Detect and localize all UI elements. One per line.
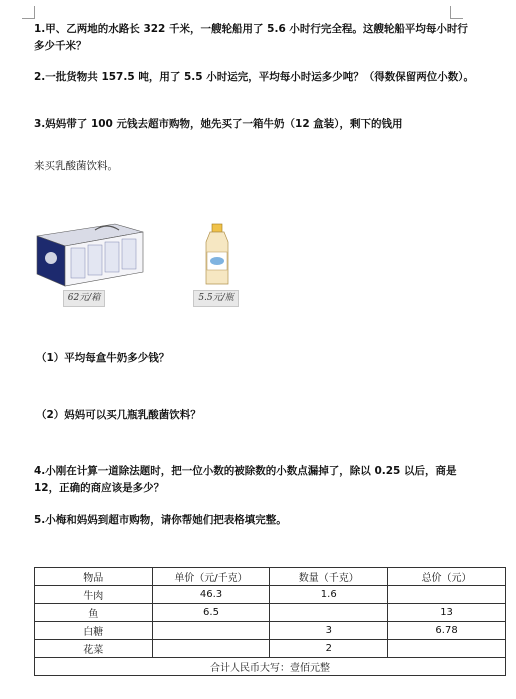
shopping-table <box>34 567 506 676</box>
cell-unit-price: 46.3 <box>152 586 270 604</box>
cell-total[interactable] <box>388 586 506 604</box>
cell-quantity: 3 <box>270 622 388 640</box>
cell-unit-price[interactable] <box>152 640 270 658</box>
question-3-sub-2: （2）妈妈可以买几瓶乳酸菌饮料？ <box>36 409 201 421</box>
header-unit-price: 单价（元/千克） <box>152 568 270 586</box>
drink-price-tag: 5.5元/瓶 <box>193 290 239 307</box>
table-row <box>35 622 506 640</box>
cell-total: 13 <box>388 604 506 622</box>
question-3-line-1: 3.妈妈带了 100 元钱去超市购物，她先买了一箱牛奶（12 盒装），剩下的钱用 <box>34 118 403 130</box>
question-2: 2.一批货物共 157.5 吨，用了 5.5 小时运完，平均每小时运多少吨？（得数保留两位小数）。 <box>34 71 474 83</box>
table-total-footer: 合计人民币大写：壹佰元整 <box>35 658 506 676</box>
milk-box-image <box>35 222 145 288</box>
cell-total: 6.78 <box>388 622 506 640</box>
cell-unit-price: 6.5 <box>152 604 270 622</box>
question-1: 1.甲、乙两地的水路长 322 千米，一艘轮船用了 5.6 小时行完全程。这艘轮船平均每小时行多少千米？ <box>34 23 468 52</box>
cell-unit-price[interactable] <box>152 622 270 640</box>
cell-quantity[interactable] <box>270 604 388 622</box>
header-item: 物品 <box>35 568 153 586</box>
cell-quantity: 1.6 <box>270 586 388 604</box>
table-row <box>35 604 506 622</box>
margin-corner-left <box>22 6 35 19</box>
table-footer-row <box>35 658 506 676</box>
table-row <box>35 586 506 604</box>
table-header-row <box>35 568 506 586</box>
header-total: 总价（元） <box>388 568 506 586</box>
header-quantity: 数量（千克） <box>270 568 388 586</box>
cell-quantity: 2 <box>270 640 388 658</box>
question-3-line-2: 来买乳酸菌饮料。 <box>34 160 118 172</box>
drink-bottle-image <box>196 222 238 288</box>
milk-price-tag: 62元/箱 <box>63 290 105 307</box>
cell-item: 白糖 <box>35 622 153 640</box>
question-5: 5.小梅和妈妈到超市购物，请你帮她们把表格填完整。 <box>34 514 287 526</box>
table-row <box>35 640 506 658</box>
cell-item: 牛肉 <box>35 586 153 604</box>
cell-item: 花菜 <box>35 640 153 658</box>
question-3-sub-1: （1）平均每盒牛奶多少钱？ <box>36 352 170 364</box>
cell-item: 鱼 <box>35 604 153 622</box>
cell-total[interactable] <box>388 640 506 658</box>
question-4: 4.小刚在计算一道除法题时，把一位小数的被除数的小数点漏掉了，除以 0.25 以后，商是 12，正确的商应该是多少？ <box>34 465 457 494</box>
margin-corner-right <box>450 6 463 19</box>
